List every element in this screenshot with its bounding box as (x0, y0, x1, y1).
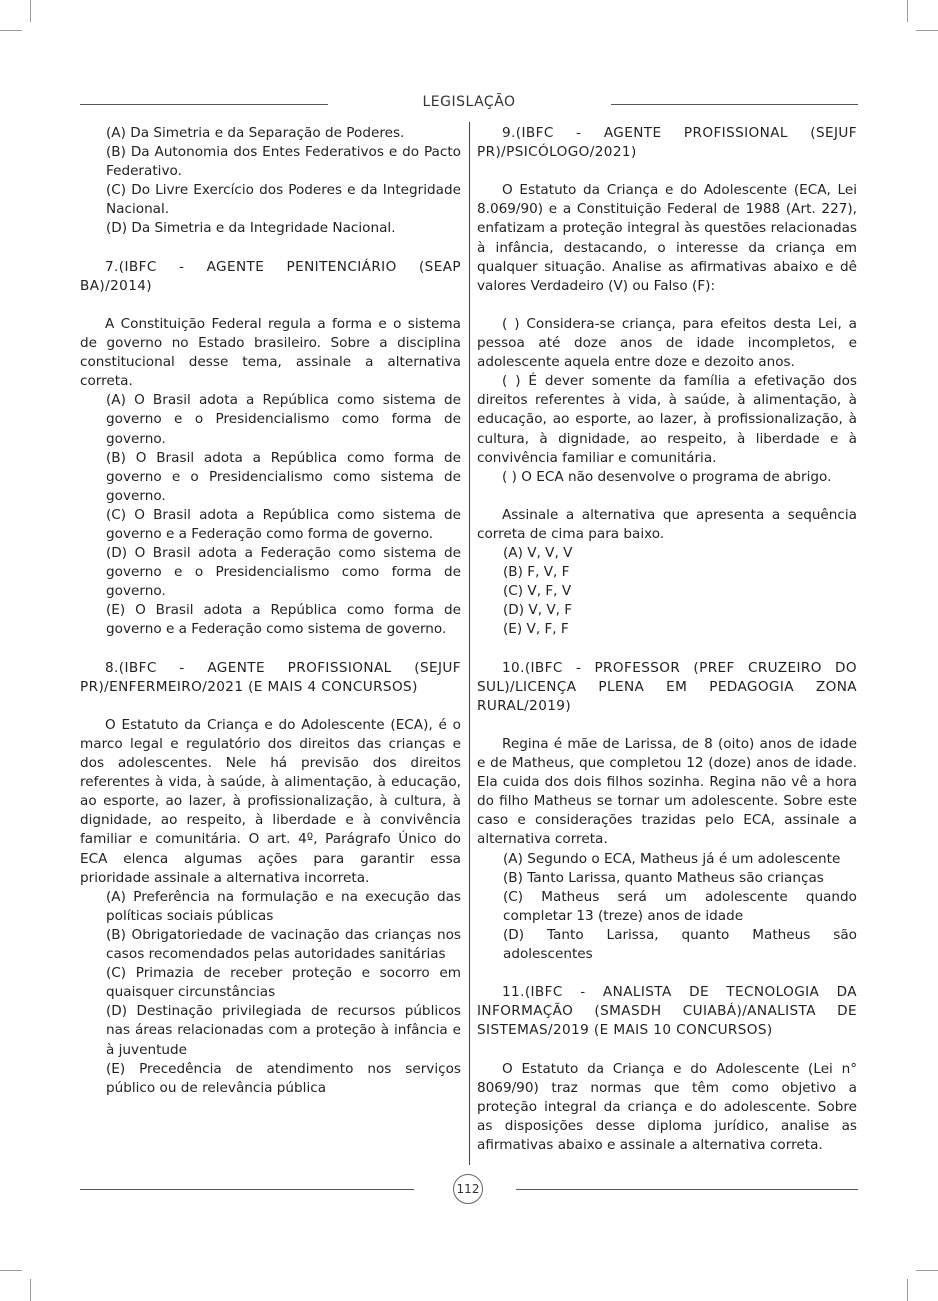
crop-mark (916, 30, 938, 31)
q8-option-e: (E) Precedência de atendimento nos serviços público ou de relevância pública (106, 1060, 461, 1096)
q10-option-b: (B) Tanto Larissa, quanto Matheus são crianças (503, 869, 824, 886)
q6-option-a: (A) Da Simetria e da Separação de Poderes. (106, 125, 405, 141)
right-column (477, 124, 857, 1155)
q10-heading: 10.(IBFC - PROFESSOR (PREF CRUZEIRO DO SUL)/LICENÇA PLENA EM PEDAGOGIA ZONA RURAL/2019) (477, 659, 857, 714)
q6-option-d: (D) Da Simetria e da Integridade Nacional. (106, 220, 396, 237)
q8-option-d: (D) Destinação privilegiada de recursos públicos nas áreas relacionadas com a proteção à infância e à juventude (106, 1003, 461, 1058)
crop-mark (907, 1279, 908, 1301)
left-column (80, 124, 461, 1098)
q11-statement: O Estatuto da Criança e do Adolescente (Lei n° 8069/90) traz normas que têm como objetivo a proteção integral da criança e do adolescente. Sobre as disposições desse diploma jurídico, analise as afirmativas abaixo e assinale a alternativa correta. (477, 1060, 857, 1153)
q8-option-c: (C) Primazia de receber proteção e socorro em quaisquer circunstâncias (106, 965, 461, 1001)
q9-item-2: ( ) É dever somente da família a efetivação dos direitos referentes à vida, à saúde, à alimentação, à educação, ao esporte, ao lazer, à profissionalização, à cultura, à dignidade, ao respeito, à liberdade e à convivência familiar e comunitária. (477, 373, 857, 466)
footer-rule-right (516, 1189, 858, 1190)
q8-statement: O Estatuto da Criança e do Adolescente (ECA), é o marco legal e regulatório dos direitos das crianças e dos adolescentes. Nele há previsão dos direitos referentes à vida, à saúde, à alimentação, à educação, ao esporte, ao lazer, à profissionalização, à cultura, à dignidade, ao respeito, à liberdade e à convivência familiar e comunitária. O art. 4º, Parágrafo Único do ECA elenca algumas ações para garantir essa prioridade assinale a alternativa incorreta. (80, 716, 461, 886)
column-divider (469, 122, 470, 1165)
q6-option-b: (B) Da Autonomia dos Entes Federativos e do Pacto Federativo. (106, 144, 461, 180)
q7-option-e: (E) O Brasil adota a República como forma de governo e a Federação como sistema de governo. (106, 602, 461, 638)
q7-statement: A Constituição Federal regula a forma e o sistema de governo no Estado brasileiro. Sobre a disciplina constitucional desse tema, assinale a alternativa correta. (80, 315, 461, 390)
q9-heading: 9.(IBFC - AGENTE PROFISSIONAL (SEJUF PR)/PSICÓLOGO/2021) (477, 125, 857, 161)
q10-option-c: (C) Matheus será um adolescente quando completar 13 (treze) anos de idade (503, 888, 857, 924)
crop-mark (30, 0, 31, 22)
crop-mark (30, 1279, 31, 1301)
q7-option-a: (A) O Brasil adota a República como sistema de governo e o Presidencialismo como forma de governo. (106, 392, 461, 447)
q10-statement: Regina é mãe de Larissa, de 8 (oito) anos de idade e de Matheus, que completou 12 (doze) anos de idade. Ela cuida dos dois filhos sozinha. Regina não vê a hora do filho Matheus se tornar um adolescente. Sobre este caso e considerações trazidas pelo ECA, assinale a alternativa correta. (477, 736, 857, 848)
q7-option-b: (B) O Brasil adota a República como forma de governo e o Presidencialismo como sistema de governo. (106, 449, 461, 504)
q9-statement: O Estatuto da Criança e do Adolescente (ECA, Lei 8.069/90) e a Constituição Federal de 1988 (Art. 227), enfatizam a proteção integral às questões relacionadas à infância, destacando, o interesse da criança em qualquer situação. Analise as afirmativas abaixo e dê valores Verdadeiro (V) ou Falso (F): (477, 182, 857, 294)
page-number: 112 (453, 1174, 483, 1204)
q9-item-3: ( ) O ECA não desenvolve o programa de abrigo. (502, 468, 832, 485)
q9-instruction: Assinale a alternativa que apresenta a sequência correta de cima para baixo. (477, 506, 857, 542)
q9-option-e: (E) V, F, F (503, 621, 569, 638)
crop-mark (916, 1270, 938, 1271)
q9-option-b: (B) F, V, F (503, 564, 570, 581)
q9-option-d: (D) V, V, F (503, 602, 573, 619)
q8-option-b: (B) Obrigatoriedade de vacinação das crianças nos casos recomendados pelas autoridades sanitárias (106, 926, 461, 963)
crop-mark (0, 30, 22, 31)
q10-option-a: (A) Segundo o ECA, Matheus já é um adolescente (503, 850, 841, 867)
q6-option-c: (C) Do Livre Exercício dos Poderes e da Integridade Nacional. (106, 182, 461, 218)
q9-option-c: (C) V, F, V (503, 583, 572, 600)
crop-mark (0, 1270, 22, 1271)
q8-heading: 8.(IBFC - AGENTE PROFISSIONAL (SEJUF PR)/ENFERMEIRO/2021 (E MAIS 4 CONCURSOS) (80, 659, 461, 695)
running-header: LEGISLAÇÃO (422, 94, 516, 110)
header-rule-right (611, 104, 858, 105)
q7-option-c: (C) O Brasil adota a República como sistema de governo e a Federação como forma de governo. (106, 506, 461, 542)
q8-option-a: (A) Preferência na formulação e na execução das políticas sociais públicas (106, 888, 461, 924)
q7-heading: 7.(IBFC - AGENTE PENITENCIÁRIO (SEAP BA)/2014) (80, 258, 461, 294)
q7-option-d: (D) O Brasil adota a Federação como sistema de governo e o Presidencialismo como forma de governo. (106, 545, 461, 600)
q9-option-a: (A) V, V, V (503, 545, 573, 562)
crop-mark (907, 0, 908, 22)
q9-item-1: ( ) Considera-se criança, para efeitos desta Lei, a pessoa até doze anos de idade incompletos, e adolescente aquela entre doze e dezoito anos. (477, 315, 857, 371)
footer-rule-left (80, 1189, 414, 1190)
q11-heading: 11.(IBFC - ANALISTA DE TECNOLOGIA DA INFORMAÇÃO (SMASDH CUIABÁ)/ANALISTA DE SISTEMAS/2019 (E MAIS 10 CONCURSOS) (477, 984, 857, 1039)
q10-option-d: (D) Tanto Larissa, quanto Matheus são adolescentes (503, 926, 857, 963)
